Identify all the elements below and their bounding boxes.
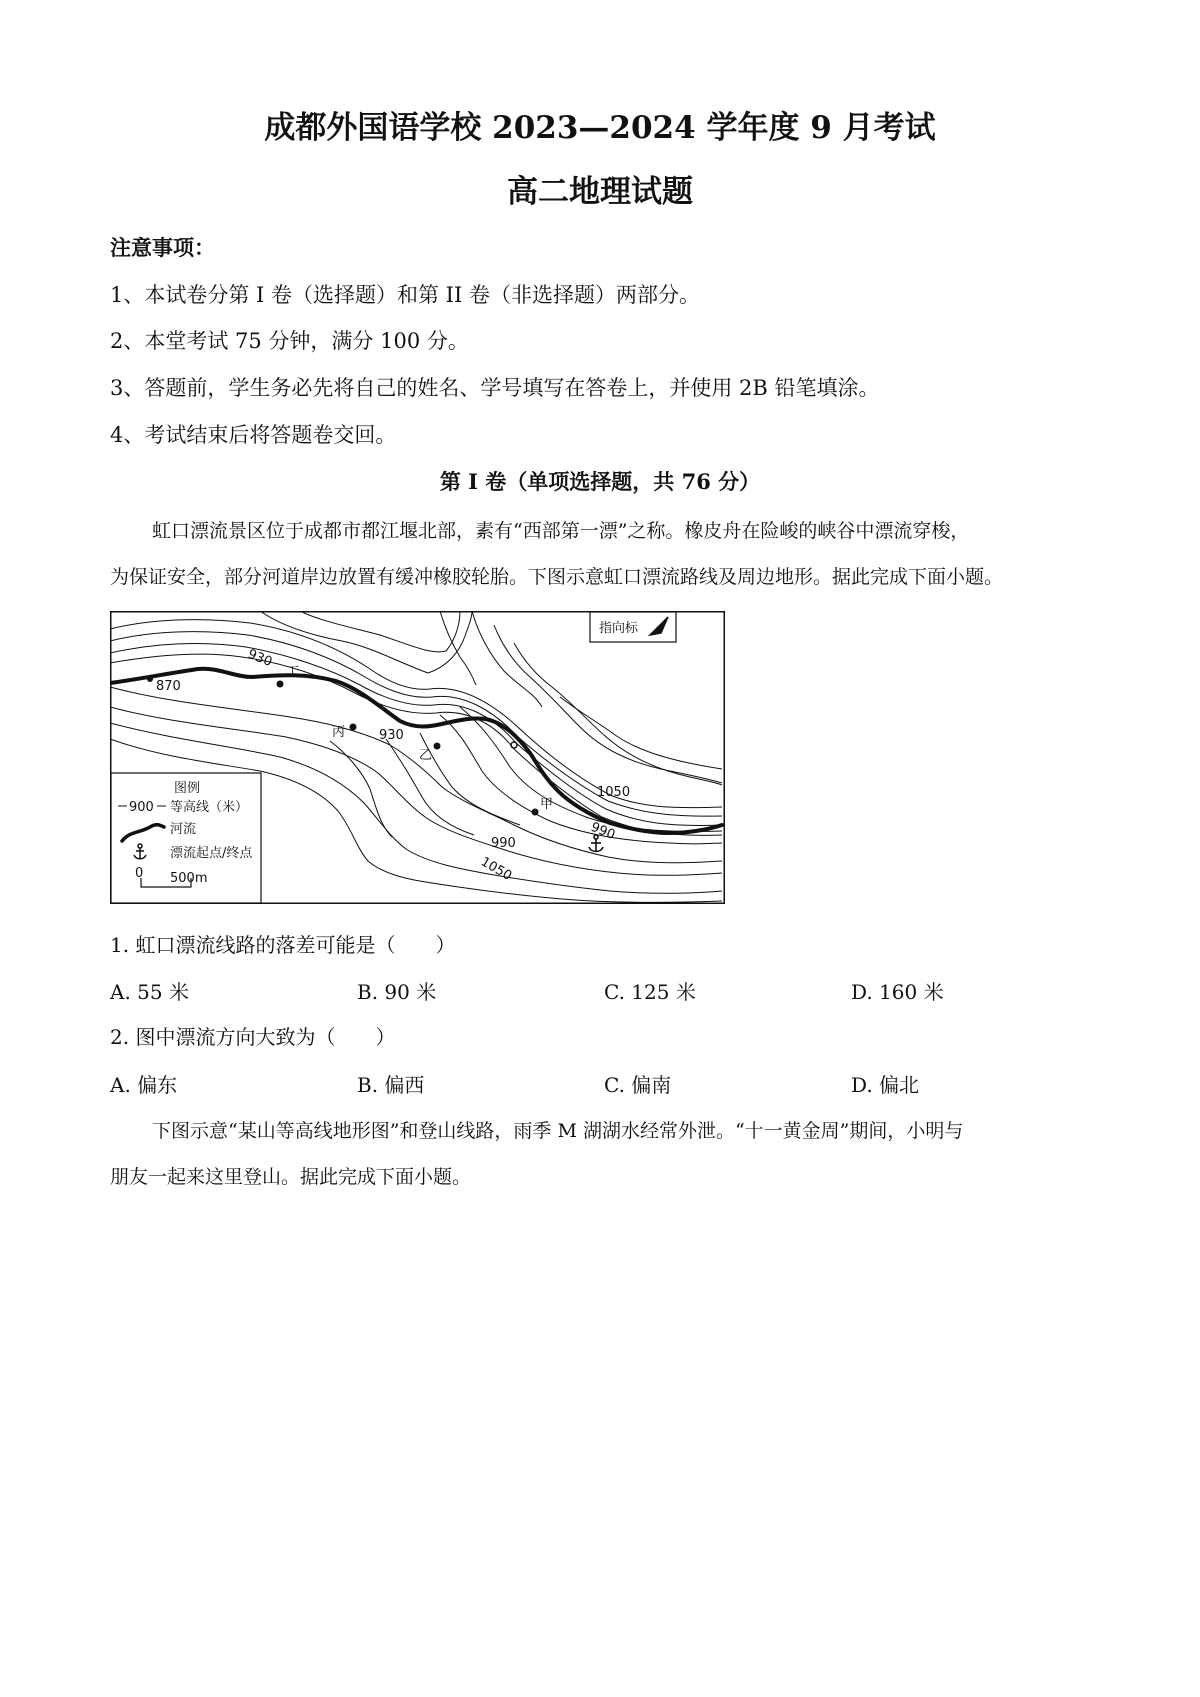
- notice-item: 2、本堂考试 75 分钟，满分 100 分。: [110, 329, 469, 353]
- place-label: 丙: [332, 725, 346, 740]
- compass-box: [590, 612, 676, 642]
- notice-heading: 注意事项：: [110, 235, 215, 260]
- answer-option[interactable]: B. 偏西: [357, 1073, 425, 1097]
- contour-label: 990: [588, 819, 618, 844]
- place-label: 丁: [286, 665, 300, 680]
- place-label: 甲: [540, 797, 554, 812]
- answer-option[interactable]: A. 偏东: [110, 1073, 178, 1097]
- intro-paragraph-line: 虹口漂流景区位于成都市都江堰北部，素有“西部第一漂”之称。橡皮舟在险峻的峡谷中漂流穿梭，: [152, 520, 970, 542]
- notice-item: 4、考试结束后将答题卷交回。: [110, 423, 397, 447]
- contour-label: 990: [491, 836, 516, 851]
- contour-label: 1050: [478, 854, 515, 885]
- answer-option[interactable]: D. 偏北: [851, 1073, 920, 1097]
- scale-length: 500m: [170, 871, 208, 886]
- next-intro-line: 下图示意“某山等高线地形图”和登山线路，雨季 M 湖湖水经常外泄。“十一黄金周”期间，小明与: [152, 1120, 964, 1142]
- answer-option[interactable]: A. 55 米: [110, 980, 189, 1004]
- question-stem: 2. 图中漂流方向大致为（ ）: [110, 1025, 396, 1049]
- map-legend: [111, 773, 261, 903]
- notice-item: 1、本试卷分第 I 卷（选择题）和第 II 卷（非选择题）两部分。: [110, 283, 700, 307]
- next-intro-line: 朋友一起来这里登山。据此完成下面小题。: [110, 1166, 472, 1188]
- contour-label: 930: [379, 728, 404, 743]
- legend-contour-sample: 900: [129, 800, 154, 815]
- legend-rafting: 漂流起点/终点: [170, 846, 253, 861]
- question-stem: 1. 虹口漂流线路的落差可能是（ ）: [110, 933, 456, 957]
- contour-label: 870: [156, 679, 181, 694]
- compass-label: 指向标: [599, 621, 639, 636]
- section-heading: 第 I 卷（单项选择题，共 76 分）: [439, 469, 761, 494]
- notice-item: 3、答题前，学生务必先将自己的姓名、学号填写在答卷上，并使用 2B 铅笔填涂。: [110, 376, 880, 400]
- exam-subtitle: 高二地理试题: [507, 174, 693, 210]
- legend-contour: 等高线（米）: [170, 800, 249, 815]
- answer-option[interactable]: B. 90 米: [357, 980, 437, 1004]
- answer-option[interactable]: C. 偏南: [604, 1073, 672, 1097]
- place-label: 乙: [419, 748, 433, 763]
- legend-title: 图例: [174, 781, 201, 796]
- answer-option[interactable]: D. 160 米: [851, 980, 944, 1004]
- rafting-route-map: [110, 611, 725, 904]
- legend-river: 河流: [170, 822, 197, 837]
- answer-option[interactable]: C. 125 米: [604, 980, 696, 1004]
- contour-label: 930: [245, 646, 275, 671]
- contour-label: 1050: [597, 785, 631, 800]
- exam-title: 成都外国语学校 2023—2024 学年度 9 月考试: [264, 110, 936, 146]
- scale-zero: 0: [135, 866, 144, 881]
- intro-paragraph-line: 为保证安全，部分河道岸边放置有缓冲橡胶轮胎。下图示意虹口漂流路线及周边地形。据此完成下面小题。: [110, 566, 1004, 588]
